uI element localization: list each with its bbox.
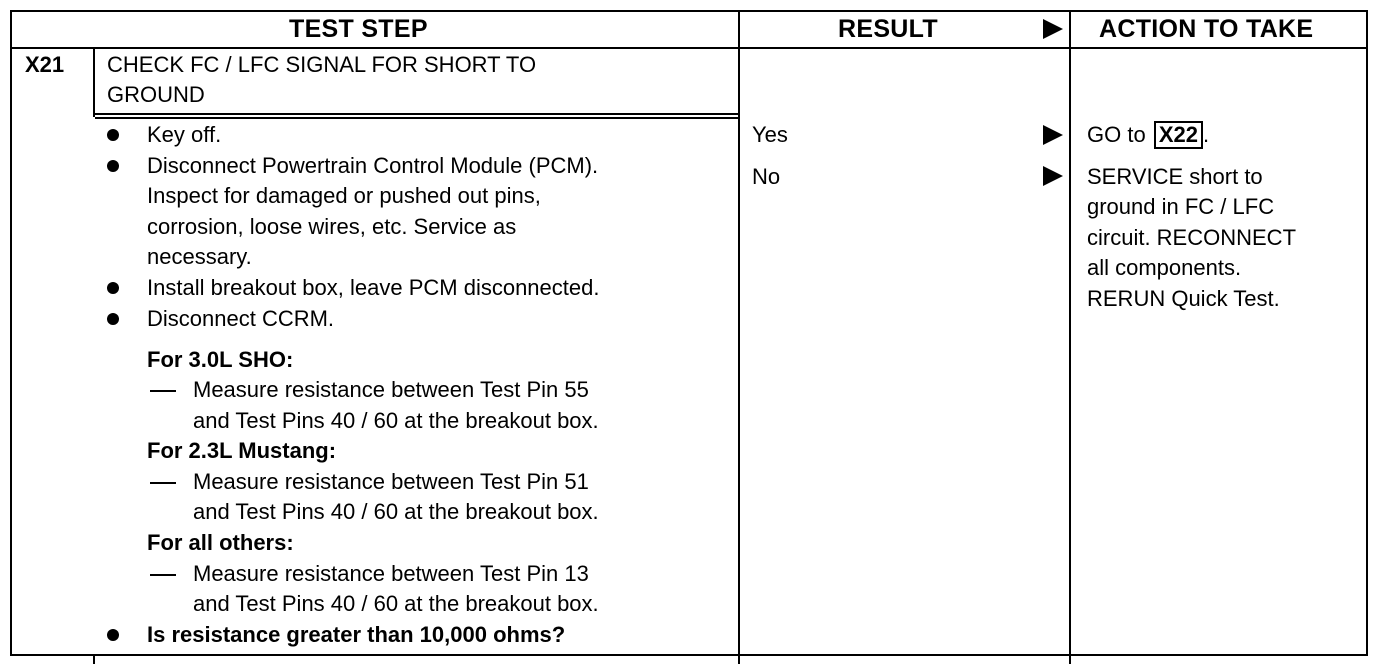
header-test-step: TEST STEP (289, 15, 428, 43)
action-yes-suffix: . (1202, 122, 1210, 147)
action-no-line-5: RERUN Quick Test. (1087, 286, 1280, 311)
step-title-rule (95, 117, 738, 119)
sho-measure-line-1: Measure resistance between Test Pin 55 (193, 377, 589, 402)
header-bottom-border (10, 47, 1368, 49)
header-arrow-icon (1043, 19, 1063, 39)
instruction-install-breakout-box: Install breakout box, leave PCM disconnected. (147, 275, 600, 300)
action-no-line-2: ground in FC / LFC (1087, 194, 1275, 219)
instruction-disconnect-pcm-line-2: Inspect for damaged or pushed out pins, (147, 183, 541, 208)
table-left-border (10, 10, 12, 656)
table-right-border (1366, 10, 1368, 656)
bullet-icon (107, 129, 119, 141)
action-yes-prefix: GO to (1087, 122, 1146, 147)
mustang-measure-line-1: Measure resistance between Test Pin 51 (193, 469, 589, 494)
result-action-divider (1069, 10, 1071, 664)
header-action-to-take: ACTION TO TAKE (1099, 15, 1314, 43)
table-top-border (10, 10, 1368, 12)
others-measure-line-2: and Test Pins 40 / 60 at the breakout box. (193, 591, 599, 616)
heading-all-others: For all others: (147, 530, 294, 555)
result-no-arrow-icon (1043, 166, 1063, 186)
dash-icon (150, 574, 176, 576)
action-no-line-3: circuit. RECONNECT (1087, 225, 1297, 250)
instruction-disconnect-ccrm: Disconnect CCRM. (147, 306, 335, 331)
heading-3-0l-sho: For 3.0L SHO: (147, 347, 294, 372)
sho-measure-line-2: and Test Pins 40 / 60 at the breakout box. (193, 408, 599, 433)
result-yes: Yes (752, 122, 788, 147)
bullet-icon (107, 629, 119, 641)
bullet-icon (107, 313, 119, 325)
test-step-result-divider (738, 10, 740, 664)
step-title-line-1: CHECK FC / LFC SIGNAL FOR SHORT TO (107, 52, 537, 77)
step-id-divider (93, 47, 95, 117)
result-no: No (752, 164, 781, 189)
step-title-line-2: GROUND (107, 82, 205, 107)
step-reference-x22: X22 (1154, 121, 1203, 149)
action-no-line-1: SERVICE short to (1087, 164, 1263, 189)
heading-2-3l-mustang: For 2.3L Mustang: (147, 438, 337, 463)
header-result: RESULT (838, 15, 938, 43)
dash-icon (150, 390, 176, 392)
others-measure-line-1: Measure resistance between Test Pin 13 (193, 561, 589, 586)
step-title-bottom-border (95, 113, 738, 115)
instruction-disconnect-pcm-line-1: Disconnect Powertrain Control Module (PCM). (147, 153, 599, 178)
step-id: X21 (25, 52, 65, 77)
result-yes-arrow-icon (1043, 125, 1063, 145)
step-id-divider-tick (93, 654, 95, 664)
instruction-key-off: Key off. (147, 122, 222, 147)
action-no-line-4: all components. (1087, 255, 1242, 280)
question-resistance: Is resistance greater than 10,000 ohms? (147, 622, 566, 647)
table-bottom-border (10, 654, 1368, 656)
bullet-icon (107, 282, 119, 294)
dash-icon (150, 482, 176, 484)
bullet-icon (107, 160, 119, 172)
instruction-disconnect-pcm-line-4: necessary. (147, 244, 252, 269)
instruction-disconnect-pcm-line-3: corrosion, loose wires, etc. Service as (147, 214, 517, 239)
action-yes (1087, 120, 1209, 151)
mustang-measure-line-2: and Test Pins 40 / 60 at the breakout box. (193, 499, 599, 524)
